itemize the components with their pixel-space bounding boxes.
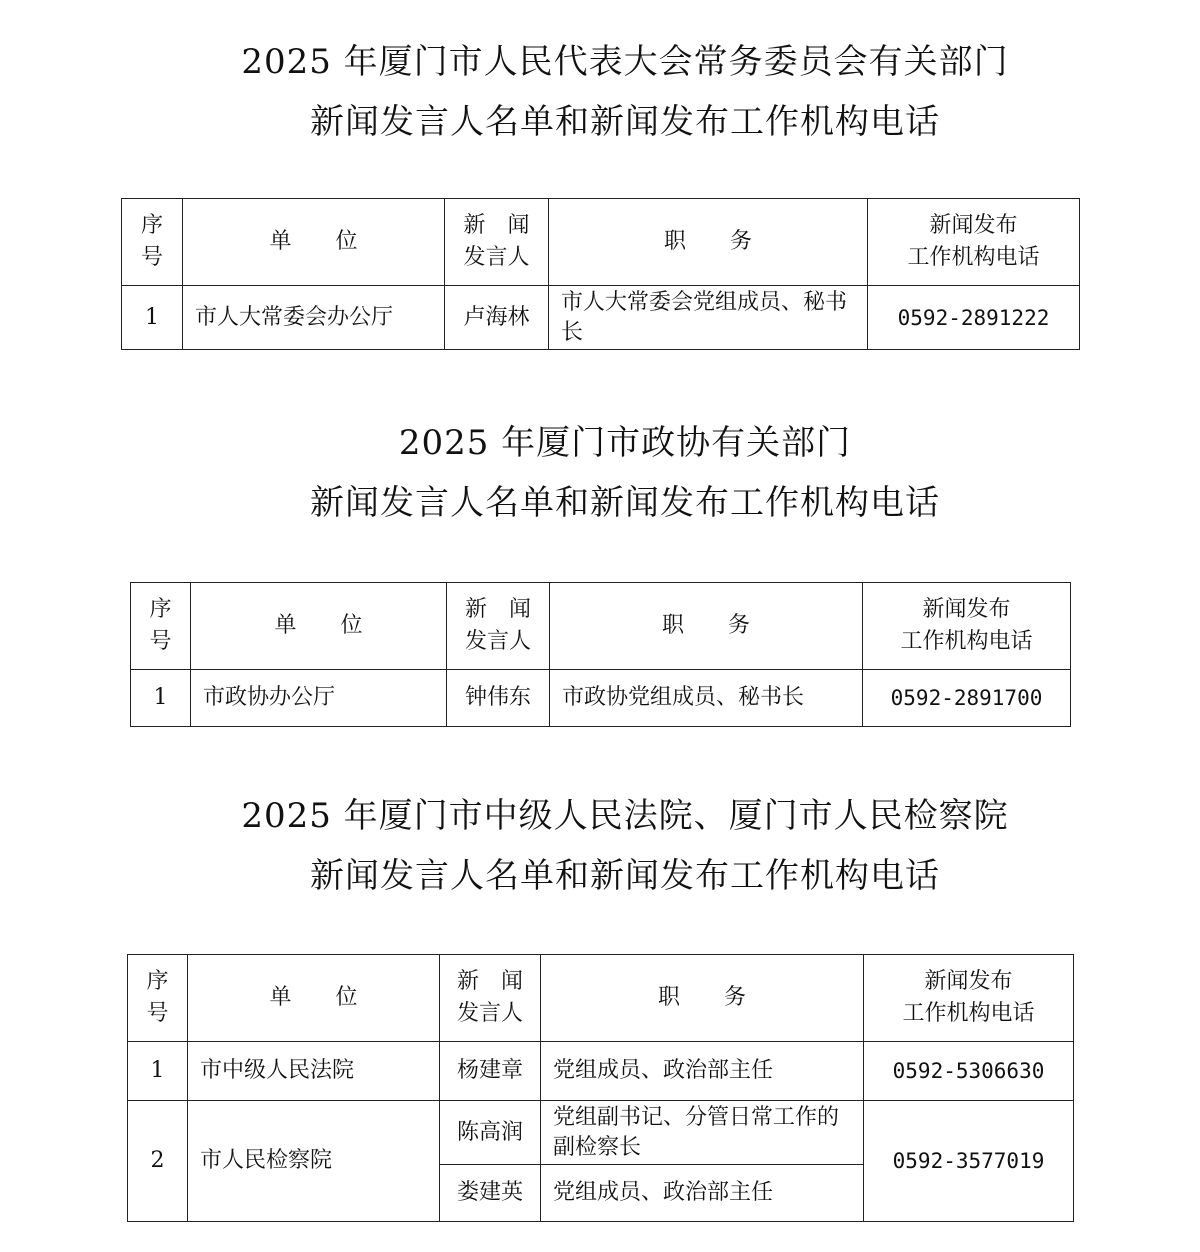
row-phone: 0592-2891222 (868, 286, 1080, 350)
header-position: 职 务 (549, 199, 868, 286)
row-position: 党组成员、政治部主任 (541, 1042, 864, 1101)
row-phone: 0592-3577019 (864, 1101, 1074, 1222)
section-title-line1: 2025 年厦门市中级人民法院、厦门市人民检察院 (241, 796, 1009, 836)
header-position: 职 务 (541, 955, 864, 1042)
table-header-row (122, 199, 1080, 286)
section-2-table (130, 582, 1071, 727)
section-2-title (0, 413, 1200, 533)
section-1-title (0, 32, 1200, 152)
header-seq: 序 号 (122, 199, 183, 286)
section-3-title (0, 786, 1200, 906)
row-seq: 2 (128, 1101, 188, 1222)
row-unit: 市政协办公厅 (191, 670, 447, 727)
row-phone: 0592-5306630 (864, 1042, 1074, 1101)
table-header-row (131, 583, 1071, 670)
row-phone: 0592-2891700 (863, 670, 1071, 727)
row-spokesperson: 娄建英 (440, 1165, 541, 1222)
row-spokesperson: 杨建章 (440, 1042, 541, 1101)
header-phone: 新闻发布 工作机构电话 (863, 583, 1071, 670)
section-title-line2: 新闻发言人名单和新闻发布工作机构电话 (310, 102, 940, 142)
section-1-table (121, 198, 1080, 350)
table-header-row (128, 955, 1074, 1042)
row-unit: 市人民检察院 (188, 1101, 440, 1222)
header-unit: 单 位 (191, 583, 447, 670)
header-spokesperson: 新 闻 发言人 (440, 955, 541, 1042)
header-spokesperson: 新 闻 发言人 (445, 199, 549, 286)
header-spokesperson: 新 闻 发言人 (447, 583, 550, 670)
row-spokesperson: 陈高润 (440, 1101, 541, 1165)
section-3-table (127, 954, 1074, 1222)
table-row (131, 670, 1071, 727)
table-row (128, 1101, 1074, 1165)
section-title-line1: 2025 年厦门市人民代表大会常务委员会有关部门 (241, 42, 1009, 82)
table-row (122, 286, 1080, 350)
row-unit: 市中级人民法院 (188, 1042, 440, 1101)
header-seq: 序 号 (131, 583, 191, 670)
header-unit: 单 位 (183, 199, 445, 286)
header-phone: 新闻发布 工作机构电话 (864, 955, 1074, 1042)
header-position: 职 务 (550, 583, 863, 670)
table-row (128, 1042, 1074, 1101)
row-seq: 1 (131, 670, 191, 727)
row-unit: 市人大常委会办公厅 (183, 286, 445, 350)
row-spokesperson: 卢海林 (445, 286, 549, 350)
header-phone: 新闻发布 工作机构电话 (868, 199, 1080, 286)
section-title-line2: 新闻发言人名单和新闻发布工作机构电话 (310, 483, 940, 523)
row-position: 市政协党组成员、秘书长 (550, 670, 863, 727)
row-seq: 1 (122, 286, 183, 350)
row-seq: 1 (128, 1042, 188, 1101)
section-title-line1: 2025 年厦门市政协有关部门 (398, 423, 852, 463)
header-seq: 序 号 (128, 955, 188, 1042)
row-position: 党组副书记、分管日常工作的副检察长 (541, 1101, 864, 1165)
row-spokesperson: 钟伟东 (447, 670, 550, 727)
row-position: 党组成员、政治部主任 (541, 1165, 864, 1222)
section-title-line2: 新闻发言人名单和新闻发布工作机构电话 (310, 856, 940, 896)
row-position: 市人大常委会党组成员、秘书长 (549, 286, 868, 350)
header-unit: 单 位 (188, 955, 440, 1042)
